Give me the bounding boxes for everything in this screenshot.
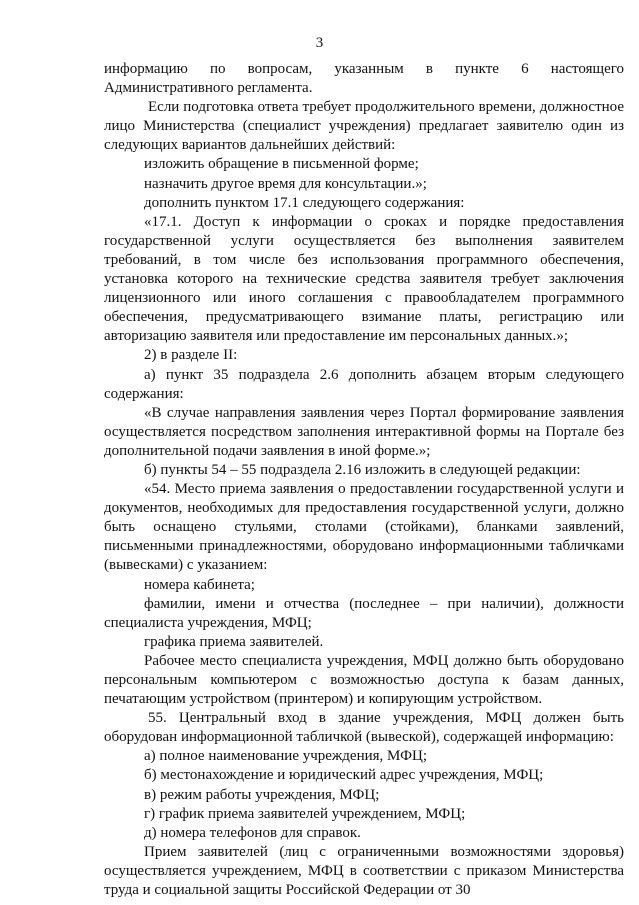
list-item-address: б) местонахождение и юридический адрес учреждения, МФЦ; — [144, 767, 544, 784]
paragraph-17-1-text: «17.1. Доступ к информации о сроках и порядке предоставления государственной услуги осуществляется без выполнения заявителем требований, в том числе без использования программного обеспечения, установка которого на технические средства заявителя требует заключения лицензионного или иного соглашения с правообладателем программного обеспечения, предусматривающего взимание платы, регистрацию или авторизацию заявителя или предоставление им персональных данных.»; — [104, 213, 624, 345]
paragraph-54-text: «54. Место приема заявления о предоставлении государственной услуги и документов, необходимых для предоставления государственной услуги, должно быть оснащено стульями, столами (стойками), бланками заявлений, письменными принадлежностями, оборудовано информационными табличками (вывесками) с указанием: — [104, 481, 624, 574]
document-body — [104, 60, 624, 900]
list-item-full-name: а) полное наименование учреждения, МФЦ; — [144, 748, 428, 765]
paragraph-item-b: б) пункты 54 – 55 подраздела 2.16 изложить в следующей редакции: — [144, 461, 581, 478]
paragraph-disabled-reception: Прием заявителей (лиц с ограниченными возможностями здоровья) осуществляется учреждением, МФЦ в соответствии с приказом Министерства труда и социальной защиты Российской Федерации от 30 — [104, 843, 624, 899]
page-number: 3 — [315, 35, 324, 51]
list-item-specialist-name: фамилии, имени и отчества (последнее – при наличии), должности специалиста учреждения, МФЦ; — [104, 595, 624, 631]
paragraph-add-17-1: дополнить пунктом 17.1 следующего содержания: — [144, 194, 465, 211]
paragraph-55-text: 55. Центральный вход в здание учреждения, МФЦ должен быть оборудован информационной табличкой (вывеской), содержащей информацию: — [104, 710, 624, 746]
paragraph-portal-application: «В случае направления заявления через Портал формирование заявления осуществляется посредством заполнения интерактивной формы на Портале без дополнительной подачи заявления в иной форме.»; — [104, 404, 624, 459]
paragraph-continuation: информацию по вопросам, указанным в пункте 6 настоящего Административного регламента. — [104, 61, 624, 97]
list-item-written-form: изложить обращение в письменной форме; — [144, 156, 419, 173]
paragraph-consultation-options: Если подготовка ответа требует продолжительного времени, должностное лицо Министерства (специалист учреждения) предлагает заявителю один из следующих вариантов дальнейших действий: — [104, 99, 624, 154]
paragraph-section-2: 2) в разделе II: — [144, 347, 238, 364]
list-item-reception-schedule: г) график приема заявителей учреждением, МФЦ; — [144, 805, 466, 822]
list-item-other-time: назначить другое время для консультации.»; — [144, 175, 427, 192]
paragraph-item-a: а) пункт 35 подраздела 2.6 дополнить абзацем вторым следующего содержания: — [104, 366, 624, 402]
paragraph-workplace: Рабочее место специалиста учреждения, МФЦ должно быть оборудовано персональным компьютером с возможностью доступа к базам данных, печатающим устройством (принтером) и копирующим устройством. — [104, 652, 624, 708]
list-item-phone-numbers: д) номера телефонов для справок. — [144, 824, 361, 841]
list-item-room-numbers: номера кабинета; — [144, 576, 255, 593]
list-item-schedule: графика приема заявителей. — [144, 633, 324, 650]
list-item-work-hours: в) режим работы учреждения, МФЦ; — [144, 786, 380, 803]
